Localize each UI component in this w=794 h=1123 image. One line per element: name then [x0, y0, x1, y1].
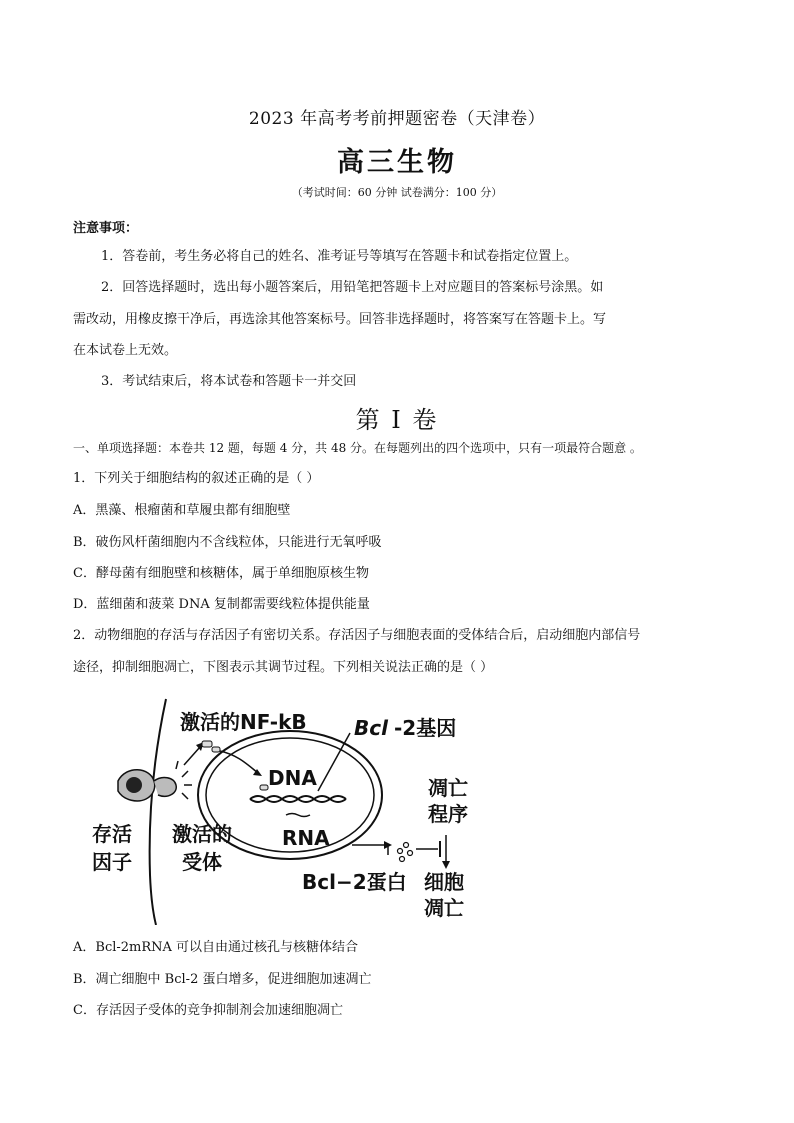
question-2-stem-line-1: 2．动物细胞的存活与存活因子有密切关系。存活因子与细胞表面的受体结合后，启动细胞内部信号 — [73, 628, 641, 643]
notice-item-2-line-3: 在本试卷上无效。 — [73, 343, 178, 358]
notice-item-1: 1．答卷前，考生务必将自己的姓名、准考证号等填写在答题卡和试卷指定位置上。 — [101, 249, 578, 264]
apoptosis-regulation-diagram — [88, 695, 488, 925]
label-survival-factor-1: 存活 — [92, 822, 132, 846]
label-cell-apoptosis-1: 细胞 — [424, 870, 464, 894]
rna-strand — [286, 814, 310, 817]
label-activated-receptor-2: 受体 — [182, 850, 222, 874]
label-dna: DNA — [268, 766, 317, 790]
nfkb-icon — [202, 741, 220, 752]
label-rna: RNA — [282, 826, 330, 850]
question-2-option-a: A．Bcl-2mRNA 可以自由通过核孔与核糖体结合 — [73, 940, 359, 955]
label-activated-nfkb: 激活的NF-kB — [180, 710, 307, 734]
notice-item-2-line-1: 2．回答选择题时，选出每小题答案后，用铅笔把答题卡上对应题目的答案标号涂黑。如 — [101, 280, 604, 295]
section-instruction: 一、单项选择题：本卷共 12 题，每题 4 分，共 48 分。在每题列出的四个选项中，只有一项最符合题意 。 — [73, 441, 642, 455]
question-2-option-b: B．凋亡细胞中 Bcl-2 蛋白增多，促进细胞加速凋亡 — [73, 972, 372, 987]
question-2-option-c: C．存活因子受体的竞争抑制剂会加速细胞凋亡 — [73, 1003, 343, 1018]
arrow-rna-to-protein — [352, 845, 388, 855]
label-cell-apoptosis-2: 凋亡 — [424, 896, 464, 920]
question-1-option-d: D．蓝细菌和菠菜 DNA 复制都需要线粒体提供能量 — [73, 597, 370, 612]
label-bcl2-protein: Bcl−2蛋白 — [302, 870, 407, 894]
label-bcl2-gene-italic: Bcl — [354, 716, 388, 740]
label-apoptosis-program-2: 程序 — [428, 802, 468, 826]
label-bcl2-gene-rest: -2基因 — [394, 716, 457, 740]
exam-title: 高三生物 — [337, 147, 457, 178]
notice-heading: 注意事项： — [73, 221, 139, 236]
arrow-to-nfkb — [184, 747, 200, 765]
activation-burst-icon — [176, 761, 192, 799]
cell-membrane — [150, 699, 166, 925]
arrow-nfkb-to-dna — [220, 751, 258, 773]
question-1-option-a: A．黑藻、根瘤菌和草履虫都有细胞壁 — [73, 503, 291, 518]
bcl2-protein-dots — [398, 843, 413, 862]
notice-item-3: 3．考试结束后，将本试卷和答题卡一并交回 — [101, 374, 357, 389]
label-activated-receptor-1: 激活的 — [172, 822, 232, 846]
exam-subtitle: （考试时间：60 分钟 试卷满分：100 分） — [291, 186, 503, 199]
exam-supertitle: 2023 年高考考前押题密卷（天津卷） — [248, 109, 546, 129]
section-title: 第 I 卷 — [355, 406, 439, 434]
notice-item-2-line-2: 需改动，用橡皮擦干净后，再选涂其他答案标号。回答非选择题时，将答案写在答题卡上。写 — [73, 312, 607, 327]
survival-factor-icon — [126, 777, 142, 793]
question-1-option-b: B．破伤风杆菌细胞内不含线粒体，只能进行无氧呼吸 — [73, 535, 382, 550]
question-2-stem-line-2: 途径，抑制细胞凋亡，下图表示其调节过程。下列相关说法正确的是（ ） — [73, 660, 494, 675]
question-1-option-c: C．酵母菌有细胞壁和核糖体，属于单细胞原核生物 — [73, 566, 369, 581]
question-1-stem: 1．下列关于细胞结构的叙述正确的是（ ） — [73, 471, 320, 486]
label-apoptosis-program-1: 凋亡 — [428, 776, 468, 800]
receptor-icon — [118, 770, 176, 801]
label-survival-factor-2: 因子 — [92, 850, 132, 874]
